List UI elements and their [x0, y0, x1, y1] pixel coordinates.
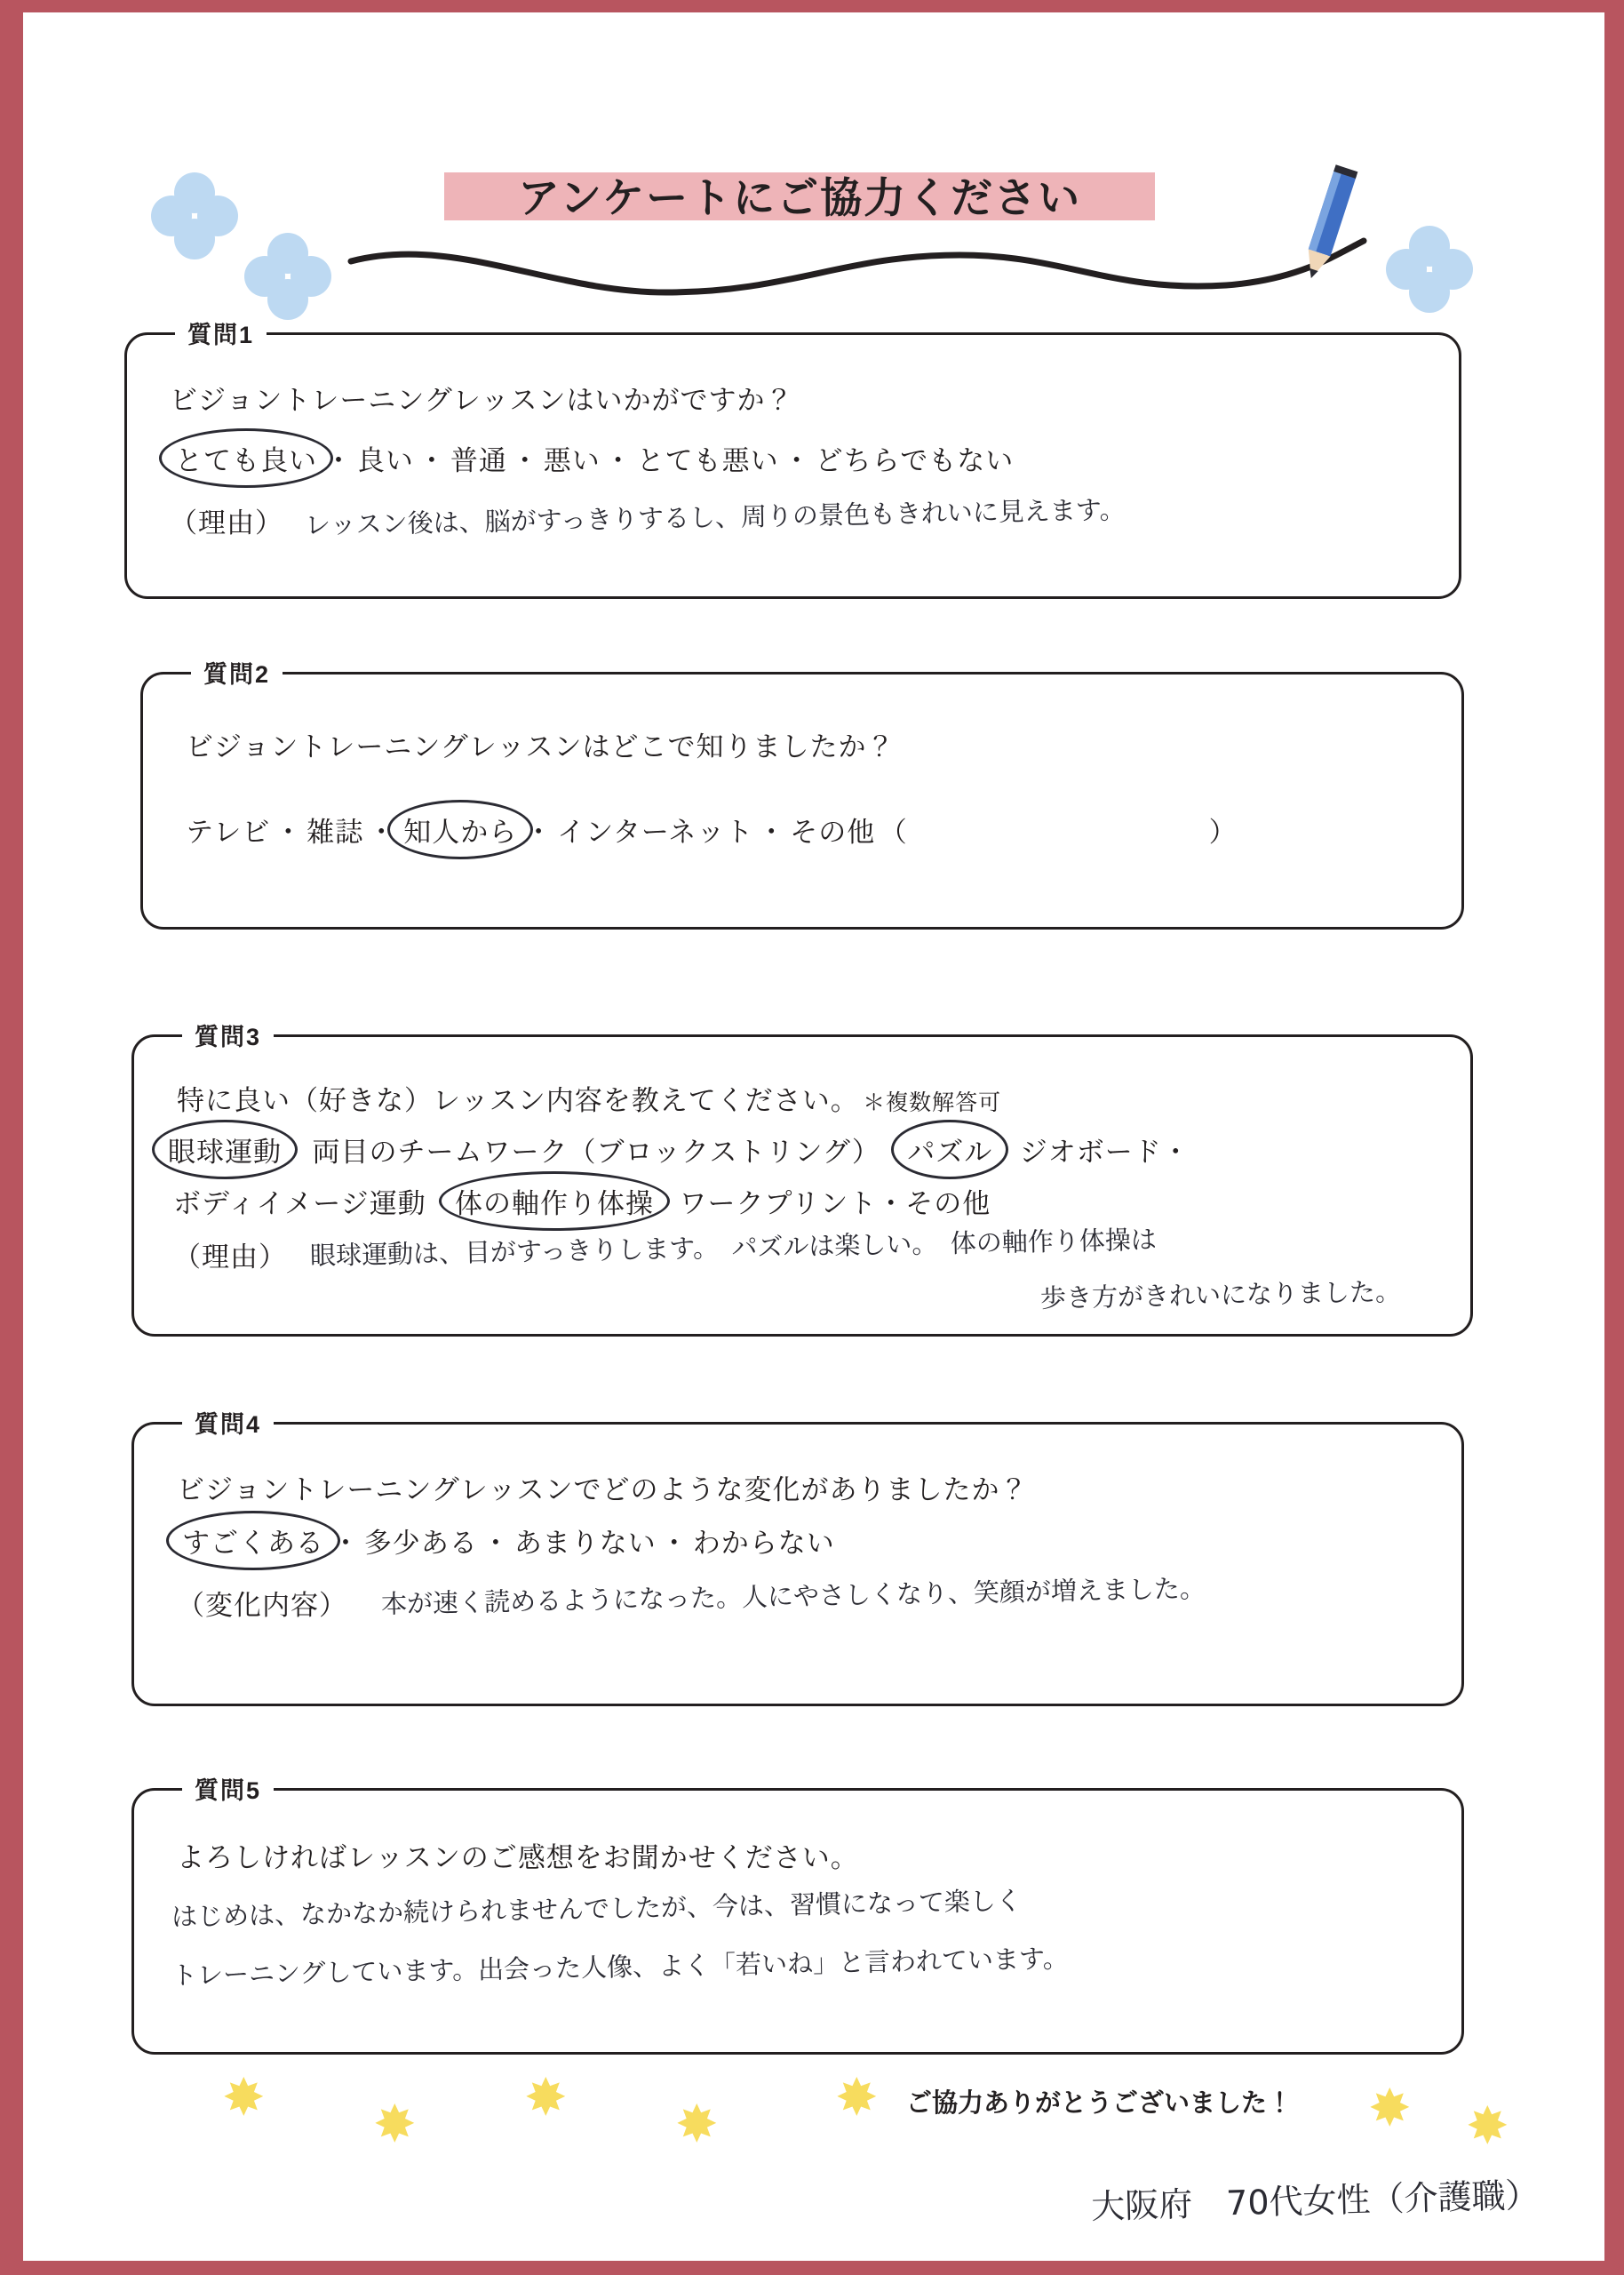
star-icon: ✸	[524, 2069, 568, 2127]
question-label-wrap-4	[182, 1405, 274, 1440]
sheet-header	[53, 39, 1574, 270]
option-separator: ・	[331, 1528, 361, 1559]
question-3-options-line2	[173, 1181, 991, 1221]
reason-answer-3-line1[interactable]: 眼球運動は、目がすっきりします。 パズルは楽しい。 体の軸作り体操は	[309, 1224, 1158, 1271]
pencil-icon	[1297, 164, 1359, 288]
option-separator: ・	[757, 817, 786, 848]
star-icon: ✸	[835, 2069, 879, 2127]
option-separator: ・	[367, 817, 396, 848]
question-block-1	[124, 322, 1461, 599]
reason-answer-4[interactable]: 本が速く読めるようになった。人にやさしくなり、笑顔が増えました。	[380, 1573, 1206, 1619]
option-separator: ・	[511, 445, 540, 476]
option-separator: ・	[274, 817, 303, 848]
option-separator: ・	[660, 1528, 689, 1559]
option-q2-1[interactable]: 雑誌	[306, 817, 364, 848]
reason-label-1: （理由）	[170, 507, 283, 539]
respondent-signature: 大阪府 70代女性（介護職）	[1090, 2175, 1540, 2227]
option-q4-3[interactable]: わからない	[692, 1528, 835, 1559]
option-separator: ・	[783, 445, 812, 476]
question-label-1: 質問1	[187, 322, 255, 348]
star-icon: ✸	[1368, 2079, 1412, 2137]
question-label-wrap-2	[191, 655, 283, 690]
option-q3-worksheet-other[interactable]: ワークプリント・その他	[679, 1188, 991, 1219]
question-label-wrap-3	[182, 1018, 274, 1052]
reason-label-4: （変化内容）	[177, 1590, 347, 1621]
question-block-4	[131, 1411, 1464, 1706]
option-q4-2[interactable]: あまりない	[513, 1528, 657, 1559]
option-q3-body-image[interactable]: ボディイメージ運動	[173, 1188, 426, 1219]
option-q3-core-exercise[interactable]: 体の軸作り体操	[451, 1181, 657, 1221]
footer-thanks: ご協力ありがとうございました！	[906, 2089, 1294, 2118]
option-separator: ・	[324, 445, 354, 476]
option-q1-2[interactable]: 普通	[450, 445, 507, 476]
option-q1-1[interactable]: 良い	[356, 445, 414, 476]
question-text-4: ビジョントレーニングレッスンでどのような変化がありましたか？	[177, 1474, 1029, 1505]
reason-label-3: （理由）	[173, 1241, 287, 1273]
option-q1-3[interactable]: 悪い	[543, 445, 601, 476]
question-text-5: よろしければレッスンのご感想をお聞かせください。	[177, 1842, 859, 1873]
question-label-wrap-5	[182, 1771, 274, 1806]
option-q2-2[interactable]: 知人から	[400, 810, 521, 850]
option-q1-0[interactable]: とても良い	[171, 438, 321, 478]
option-q2-0[interactable]: テレビ	[186, 817, 271, 848]
question-label-5: 質問5	[195, 1777, 262, 1804]
star-icon: ✸	[373, 2095, 417, 2153]
question-4-options	[179, 1521, 835, 1561]
option-q3-geoboard[interactable]: ジオボード・	[1019, 1137, 1190, 1168]
answer-5-line2[interactable]: トレーニングしています。出会った人像、よく「若いね」と言われています。	[171, 1943, 1069, 1991]
option-separator: ・	[482, 1528, 511, 1559]
other-answer-q2[interactable]	[912, 836, 1205, 842]
option-q3-puzzle[interactable]: パズル	[904, 1130, 996, 1169]
other-close-paren: ）	[1208, 817, 1238, 848]
answer-5-line1[interactable]: はじめは、なかなか続けられませんでしたが、今は、習慣になって楽しく	[171, 1885, 1023, 1932]
option-q4-1[interactable]: 多少ある	[363, 1528, 478, 1559]
reason-answer-1[interactable]: レッスン後は、脳がすっきりするし、周りの景色もきれいに見えます。	[304, 494, 1126, 540]
option-q1-4[interactable]: とても悪い	[636, 445, 779, 476]
option-q1-5[interactable]: どちらでもない	[815, 445, 1015, 476]
question-text-row-3	[177, 1078, 1001, 1118]
question-text-1: ビジョントレーニングレッスンはいかがですか？	[170, 385, 794, 416]
option-separator: ・	[524, 817, 553, 848]
option-q2-3[interactable]: インターネット	[557, 817, 754, 848]
option-q3-eye-movement[interactable]: 眼球運動	[164, 1130, 285, 1169]
page-title: アンケートにご協力ください	[517, 174, 1082, 221]
question-block-3	[131, 1024, 1473, 1337]
question-1-options	[171, 438, 1014, 478]
question-text-3: 特に良い（好きな）レッスン内容を教えてください。	[177, 1085, 859, 1116]
star-icon: ✸	[222, 2069, 266, 2127]
question-3-options-line1	[164, 1130, 1190, 1169]
question-block-5	[131, 1777, 1464, 2055]
question-label-3: 質問3	[195, 1024, 262, 1050]
question-block-2	[140, 661, 1464, 930]
question-label-2: 質問2	[203, 661, 271, 688]
other-open-paren: （	[879, 817, 908, 848]
question-3-note: ＊複数解答可	[863, 1090, 1002, 1115]
star-icon: ✸	[1466, 2097, 1509, 2155]
survey-sheet	[53, 39, 1574, 2243]
star-icon: ✸	[675, 2095, 719, 2153]
reason-answer-3-line2[interactable]: 歩き方がきれいになりました。	[1039, 1276, 1402, 1313]
question-2-options	[186, 810, 1238, 850]
squiggle-line-icon	[346, 230, 1368, 310]
question-label-4: 質問4	[195, 1411, 262, 1438]
option-q4-0[interactable]: すごくある	[179, 1521, 328, 1561]
option-separator: ・	[418, 445, 447, 476]
question-text-2: ビジョントレーニングレッスンはどこで知りましたか？	[186, 731, 896, 762]
option-separator: ・	[604, 445, 633, 476]
question-label-wrap-1	[175, 315, 267, 350]
option-q2-4[interactable]: その他	[790, 817, 876, 848]
option-q3-teamwork[interactable]: 両目のチームワーク（ブロックストリング）	[312, 1137, 880, 1168]
